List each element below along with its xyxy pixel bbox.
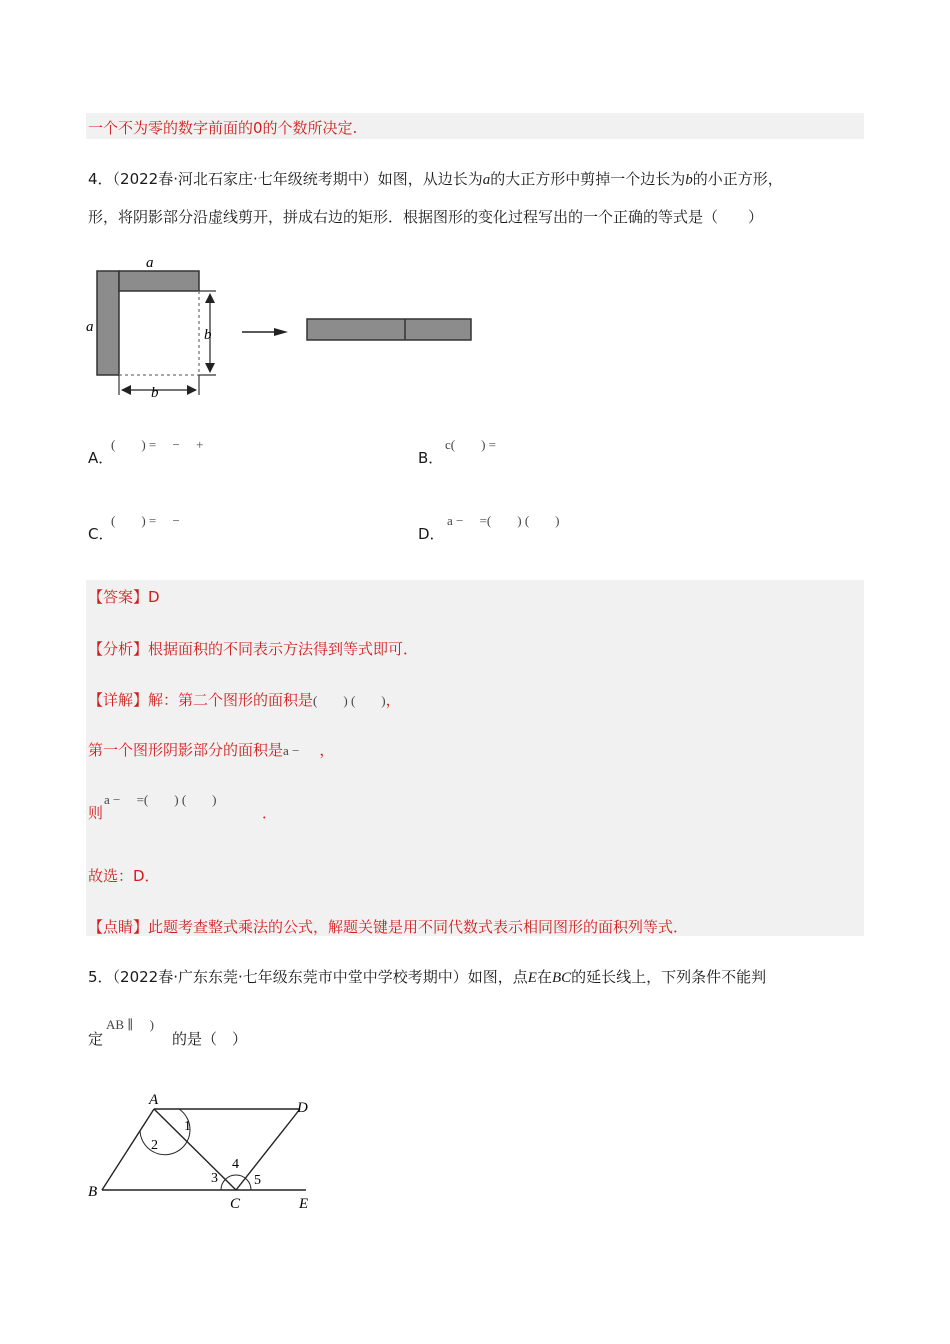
intro-note: 一个不为零的数字前面的0的个数所决定.: [88, 119, 358, 137]
answer-value: D: [148, 588, 160, 606]
comment-tag: 【点睛】: [88, 918, 149, 936]
q4-option-c-expr: ( ) = −: [111, 513, 180, 528]
detail-expr-2: a −: [283, 743, 300, 758]
q4-text-1c: 的小正方形，: [692, 170, 783, 188]
q4-stem-line1: [88, 168, 783, 189]
detail-expr-1: ( ) ( ): [313, 693, 386, 708]
segment-ab: [102, 1109, 154, 1190]
q5-text-1b: 在: [536, 968, 552, 986]
q4-number: 4．: [88, 170, 113, 188]
q4-analysis: [88, 638, 418, 659]
q5-text-1a: 如图，点: [467, 968, 528, 986]
q4-label-bottom-b: b: [151, 385, 159, 401]
angle-label-4: 4: [232, 1157, 239, 1172]
q4-detail-line1: [88, 689, 401, 710]
q4-label-left-a: a: [86, 319, 94, 335]
point-d: D: [297, 1100, 308, 1116]
q5-stem-line2b: 的是（ ）: [172, 1030, 248, 1048]
q4-result-rect: [307, 319, 471, 340]
q4-source: （2022春·河北石家庄·七年级统考期中）: [112, 170, 378, 188]
detail-end-2: ，: [319, 741, 335, 759]
q4-text-1a: 如图，从边长为: [377, 170, 483, 188]
q4-var-a: a: [482, 172, 491, 188]
q4-option-a-label[interactable]: A．: [88, 449, 114, 467]
q5-number: 5．: [88, 968, 113, 986]
q5-var-bc: BC: [551, 970, 572, 986]
detail-end-3: ．: [262, 804, 278, 822]
answer-tag: 【答案】: [88, 588, 149, 606]
point-b: B: [88, 1184, 98, 1200]
angle-arc-a: [140, 1109, 190, 1155]
detail-text-2: 第一个图形阴影部分的面积是: [88, 741, 284, 759]
q4-option-d-expr: a − =( ) ( ): [447, 513, 560, 528]
detail-text-1: 解：第二个图形的面积是: [148, 691, 314, 709]
angle-label-1: 1: [184, 1119, 191, 1134]
q4-figure: [84, 252, 484, 402]
q5-text-1c: 的延长线上，下列条件不能判: [571, 968, 767, 986]
q4-option-b-expr: c( ) =: [445, 437, 497, 452]
angle-label-5: 5: [254, 1173, 261, 1188]
q4-label-top-a: a: [146, 255, 154, 271]
q5-stem-line2a: 定: [88, 1030, 104, 1048]
q4-comment: [88, 916, 688, 937]
q4-option-c-label[interactable]: C．: [88, 525, 114, 543]
q5-var-e: E: [527, 970, 537, 986]
q5-figure: [84, 1086, 324, 1216]
q4-detail-line3: 则: [88, 804, 104, 822]
q4-option-a-expr: ( ) = − +: [111, 437, 204, 452]
angle-label-3: 3: [211, 1171, 218, 1186]
q5-condition-expr: AB ∥ ): [106, 1017, 154, 1032]
angle-label-2: 2: [151, 1138, 158, 1153]
q4-label-right-b: b: [204, 327, 212, 343]
q4-detail-line4: 故选：D．: [88, 867, 160, 885]
analysis-text: 根据面积的不同表示方法得到等式即可．: [148, 640, 419, 658]
q4-option-b-label[interactable]: B．: [418, 449, 444, 467]
q4-option-d-label[interactable]: D．: [418, 525, 445, 543]
analysis-tag: 【分析】: [88, 640, 149, 658]
comment-text: 此题考查整式乘法的公式，解题关键是用不同代数式表示相同图形的面积列等式．: [148, 918, 689, 936]
q4-left-strip: [97, 271, 119, 375]
segment-ac: [154, 1109, 236, 1190]
detail-expr-3: a − =( ) ( ): [104, 792, 217, 807]
q4-detail-line2: [88, 739, 334, 760]
point-a: A: [149, 1092, 159, 1108]
q4-top-strip: [119, 271, 199, 291]
detail-tag: 【详解】: [88, 691, 149, 709]
point-c: C: [230, 1196, 241, 1212]
point-e: E: [299, 1196, 309, 1212]
q4-answer: [88, 586, 160, 607]
q4-var-b: b: [685, 172, 693, 188]
q4-text-1b: 的大正方形中剪掉一个边长为: [490, 170, 686, 188]
q4-stem-line2: 形，将阴影部分沿虚线剪开，拼成右边的矩形．根据图形的变化过程写出的一个正确的等式是（ ）: [88, 208, 764, 226]
q5-source: （2022春·广东东莞·七年级东莞市中堂中学校考期中）: [112, 968, 468, 986]
q5-stem-line1: [88, 966, 766, 987]
detail-end-1: ，: [385, 691, 401, 709]
